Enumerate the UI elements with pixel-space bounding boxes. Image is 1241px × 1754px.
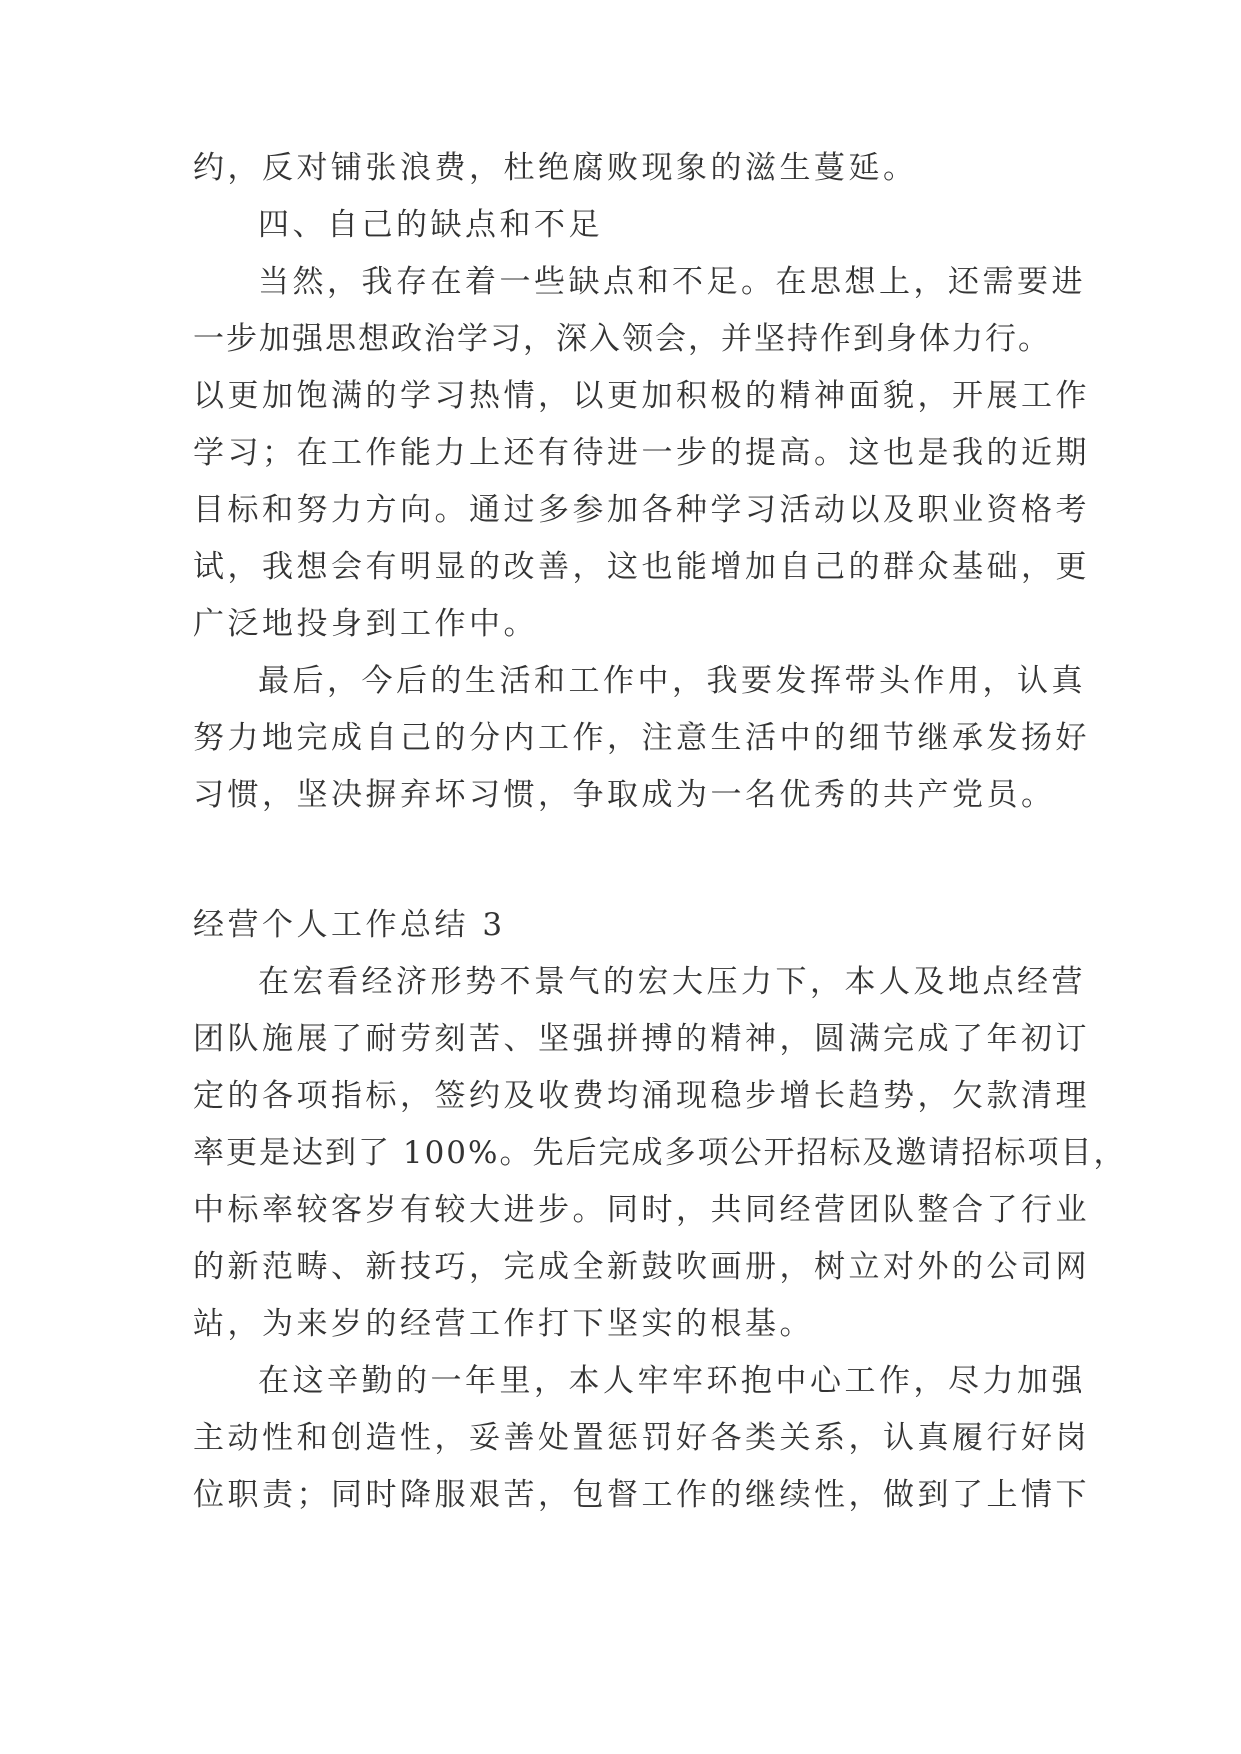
paragraph-line: 约，反对铺张浪费，杜绝腐败现象的滋生蔓延。 <box>193 150 918 186</box>
paragraph-line: 的新范畴、新技巧，完成全新鼓吹画册，树立对外的公司网 <box>193 1249 1090 1285</box>
paragraph-line: 努力地完成自己的分内工作，注意生活中的细节继承发扬好 <box>193 720 1090 756</box>
paragraph-line: 位职责；同时降服艰苦，包督工作的继续性，做到了上情下 <box>193 1477 1090 1513</box>
section-heading: 四、自己的缺点和不足 <box>258 207 603 243</box>
paragraph-line: 在宏看经济形势不景气的宏大压力下，本人及地点经营 <box>258 964 1086 1000</box>
paragraph-line: 学习；在工作能力上还有待进一步的提高。这也是我的近期 <box>193 435 1090 471</box>
paragraph-line: 习惯，坚决摒弃坏习惯，争取成为一名优秀的共产党员。 <box>193 777 1056 813</box>
paragraph-line: 定的各项指标，签约及收费均涌现稳步增长趋势，欠款清理 <box>193 1078 1090 1114</box>
paragraph-line: 试，我想会有明显的改善，这也能增加自己的群众基础，更 <box>193 549 1090 585</box>
document-title: 经营个人工作总结 3 <box>193 907 506 943</box>
paragraph-line: 以更加饱满的学习热情，以更加积极的精神面貌，开展工作 <box>193 378 1090 414</box>
paragraph-line: 广泛地投身到工作中。 <box>193 606 538 642</box>
paragraph-line: 率更是达到了 100%。先后完成多项公开招标及邀请招标项目， <box>193 1135 1127 1171</box>
paragraph-line: 目标和努力方向。通过多参加各种学习活动以及职业资格考 <box>193 492 1090 528</box>
paragraph-line: 当然，我存在着一些缺点和不足。在思想上，还需要进 <box>258 264 1086 300</box>
paragraph-line: 一步加强思想政治学习，深入领会，并坚持作到身体力行。 <box>193 321 1051 357</box>
paragraph-line: 主动性和创造性，妥善处置惩罚好各类关系，认真履行好岗 <box>193 1420 1090 1456</box>
paragraph-line: 在这辛勤的一年里，本人牢牢环抱中心工作，尽力加强 <box>258 1363 1086 1399</box>
paragraph-line: 最后，今后的生活和工作中，我要发挥带头作用，认真 <box>258 663 1086 699</box>
paragraph-line: 中标率较客岁有较大进步。同时，共同经营团队整合了行业 <box>193 1192 1090 1228</box>
paragraph-line: 团队施展了耐劳刻苦、坚强拼搏的精神，圆满完成了年初订 <box>193 1021 1090 1057</box>
paragraph-line: 站，为来岁的经营工作打下坚实的根基。 <box>193 1306 814 1342</box>
